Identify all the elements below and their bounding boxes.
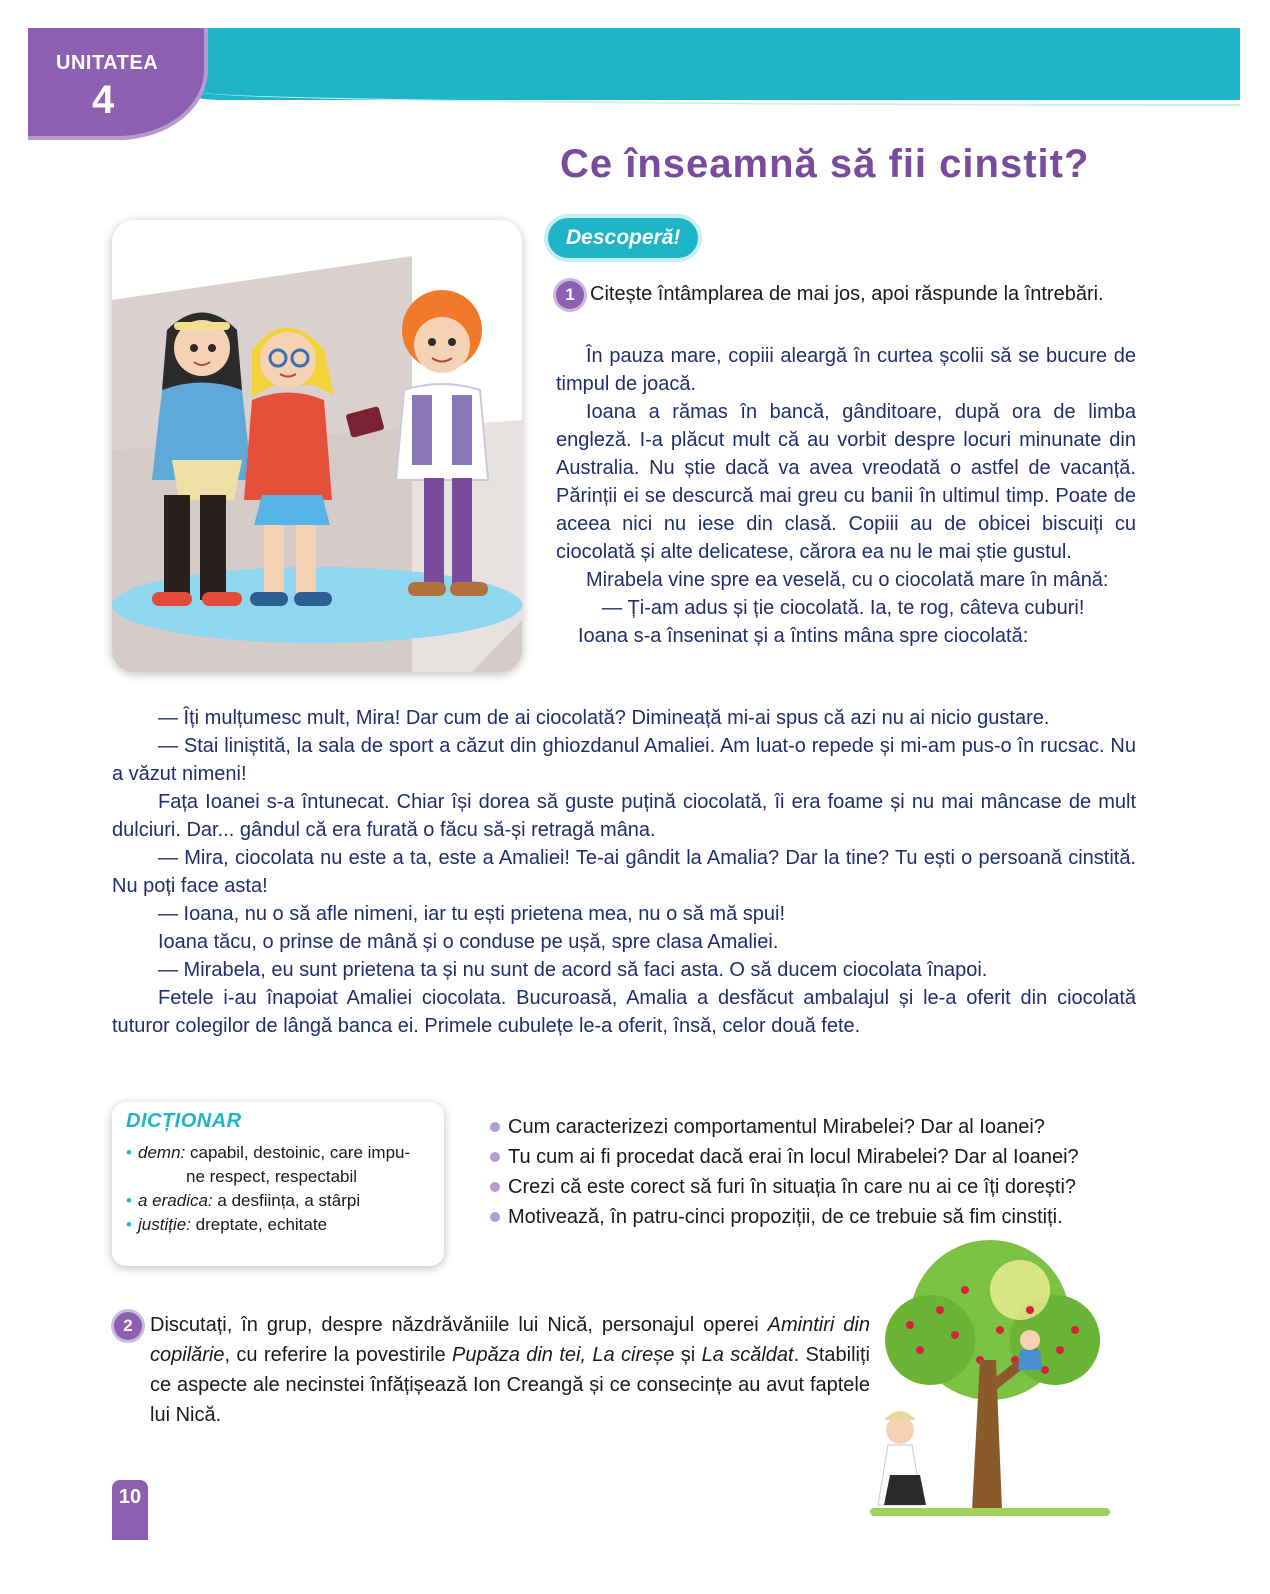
dictionary-title: DICȚIONAR <box>126 1110 242 1132</box>
question-item: Crezi că este corect să furi în situația în care nu ai ce îți dorești? <box>490 1172 1150 1202</box>
dictionary-term: a eradica: <box>138 1191 213 1210</box>
story-paragraph: În pauza mare, copiii aleargă în curtea școlii să se bucure de timpul de joacă. <box>556 345 1136 395</box>
bullet-icon: • <box>126 1143 132 1162</box>
dictionary-definition-continued: ne respect, respectabil <box>186 1167 358 1186</box>
children-illustration-svg <box>112 220 522 672</box>
task-2 <box>114 1310 870 1430</box>
dictionary-definition: capabil, destoinic, care impu- <box>189 1143 411 1162</box>
page-number: 10 <box>112 1480 148 1540</box>
dictionary-entry <box>126 1213 430 1237</box>
header-band-curve <box>200 92 1240 106</box>
story-dialogue: — Mira, ciocolata nu este a ta, este a Amaliei! Te-ai gândit la Amalia? Dar la tine? Tu ești o persoană cinstită. Nu poți face asta! <box>112 847 1136 897</box>
dictionary-term: justiție: <box>138 1215 191 1234</box>
task-1-instruction: Citește întâmplarea de mai jos, apoi răspunde la întrebări. <box>590 283 1104 305</box>
unit-label: UNITATEA <box>56 52 159 74</box>
story-paragraph: Ioana s-a înseninat și a întins mâna spre ciocolată: <box>578 625 1029 647</box>
question-item: Motivează, în patru-cinci propoziții, de ce trebuie să fim cinstiți. <box>490 1202 1150 1232</box>
dictionary-entry <box>126 1189 430 1213</box>
discover-label: Descoperă! <box>548 218 698 258</box>
story-dialogue: — Mirabela, eu sunt prietena ta și nu sunt de acord să faci asta. O să ducem ciocolata înapoi. <box>158 959 988 981</box>
task-number-badge: 2 <box>114 1312 142 1340</box>
dictionary-entry <box>126 1141 430 1189</box>
story-text-lower <box>112 704 1136 1040</box>
task-2-text: . Stabiliți ce aspecte ale necinstei înfățișează Ion Creangă și ce consecințe au avut faptele lui Nică. <box>150 1344 870 1426</box>
work-title: La scăldat <box>701 1344 794 1366</box>
header-band <box>160 28 1240 100</box>
unit-tab <box>28 28 208 140</box>
story-paragraph: Fața Ioanei s-a întunecat. Chiar își dorea să guste puțină ciocolată, îi era foame și nu mai mâncase de mult dulciuri. Dar... gândul că era furată o făcu să-și retragă mâna. <box>112 791 1136 841</box>
cherry-tree-illustration <box>870 1240 1110 1530</box>
story-dialogue: — Ioana, nu o să afle nimeni, iar tu ești prietena mea, nu o să mă spui! <box>158 903 786 925</box>
task-2-instruction <box>114 1310 870 1430</box>
work-title: Amintiri din copilărie <box>150 1314 870 1366</box>
dictionary-box <box>112 1102 444 1266</box>
story-paragraph: Ioana a rămas în bancă, gânditoare, după ora de limba engleză. I-a plăcut mult că au vorbit despre locuri minunate din Australia. Nu știe dacă va avea vreodată o astfel de vacanță. Părinții ei se descurcă mai greu cu banii în ultimul timp. Poate de aceea nici nu iese din clasă. Copiii au de obicei biscuiți cu ciocolată și alte delicatese, cărora ea nu le mai știe gustul. <box>556 401 1136 563</box>
story-dialogue: — Stai liniștită, la sala de sport a căzut din ghiozdanul Amaliei. Am luat-o repede și mi-am pus-o în rucsac. Nu a văzut nimeni! <box>112 735 1136 785</box>
question-list <box>490 1112 1150 1232</box>
dictionary-definition: a desființa, a stârpi <box>217 1191 361 1210</box>
story-dialogue: — Ți-am adus și ție ciocolată. Ia, te rog, câteva cuburi! <box>602 597 1085 619</box>
story-dialogue: — Îți mulțumesc mult, Mira! Dar cum de ai ciocolată? Dimineață mi-ai spus că azi nu ai nicio gustare. <box>158 707 1050 729</box>
bullet-icon: • <box>126 1191 132 1210</box>
dictionary-definition: dreptate, echitate <box>195 1215 328 1234</box>
story-paragraph: Ioana tăcu, o prinse de mână și o conduse pe ușă, spre clasa Amaliei. <box>158 931 779 953</box>
children-illustration <box>112 220 522 672</box>
work-title: Pupăza din tei, La cireșe <box>452 1344 675 1366</box>
question-item: Cum caracterizezi comportamentul Mirabelei? Dar al Ioanei? <box>490 1112 1150 1142</box>
dictionary-term: demn: <box>138 1143 186 1162</box>
task-2-text: și <box>674 1344 702 1366</box>
question-item: Tu cum ai fi procedat dacă erai în locul Mirabelei? Dar al Ioanei? <box>490 1142 1150 1172</box>
page-title: Ce înseamnă să fii cinstit? <box>560 142 1090 186</box>
task-number-badge: 1 <box>556 281 584 309</box>
story-paragraph: Fetele i-au înapoiat Amaliei ciocolata. Bucuroasă, Amalia a desfăcut ambalajul și le-a oferit din ciocolată tuturor colegilor de lângă banca ei. Primele cubulețe le-a oferit, însă, celor două fete. <box>112 987 1136 1037</box>
unit-number: 4 <box>92 78 115 122</box>
story-text-upper <box>556 342 1136 650</box>
cherry-tree-svg <box>870 1240 1110 1530</box>
story-paragraph: Mirabela vine spre ea veselă, cu o ciocolată mare în mână: <box>586 569 1109 591</box>
task-2-text: Discutați, în grup, despre năzdrăvăniile lui Nică, personajul operei <box>150 1314 768 1336</box>
task-1 <box>556 280 1136 309</box>
bullet-icon: • <box>126 1215 132 1234</box>
task-2-text: , cu referire la povestirile <box>224 1344 453 1366</box>
